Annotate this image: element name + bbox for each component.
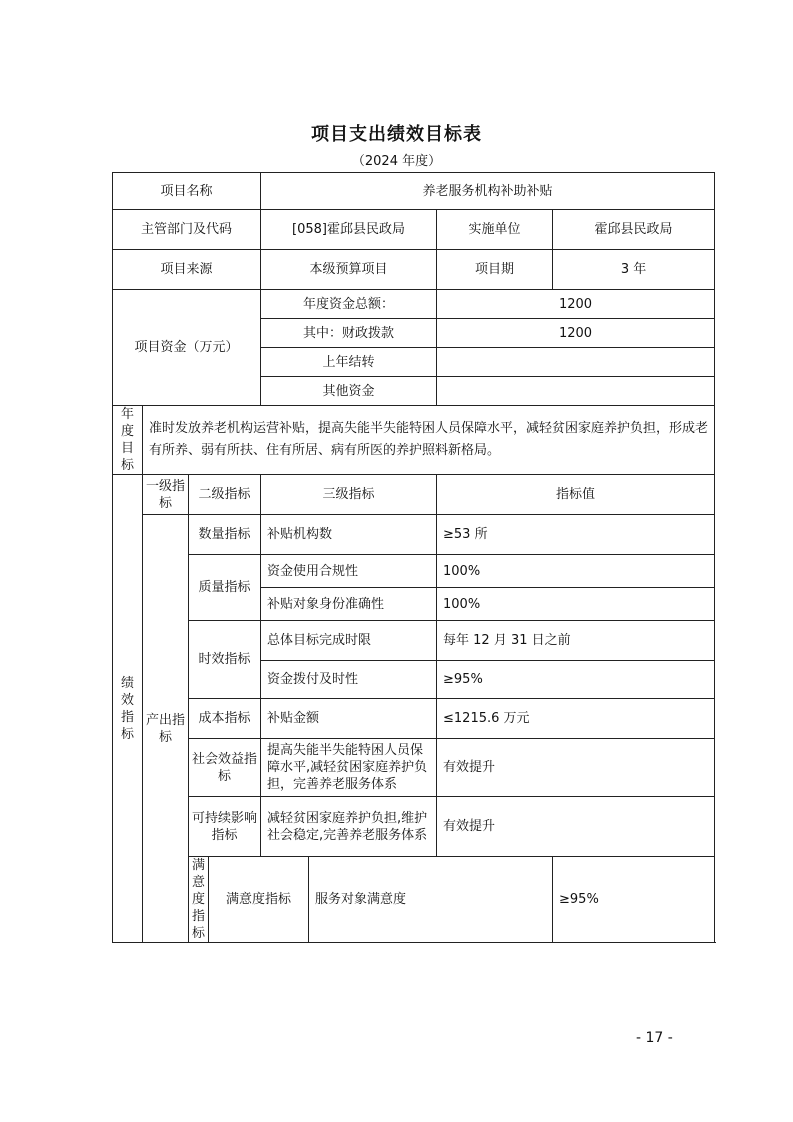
funds-row-label: 年度资金总额： bbox=[261, 290, 437, 319]
annual-goal-row bbox=[113, 406, 715, 475]
timeliness-indicator-label: 时效指标 bbox=[189, 621, 261, 699]
indicator-value: 每年 12 月 31 日之前 bbox=[437, 621, 715, 661]
funds-row bbox=[113, 290, 715, 319]
indicator-row bbox=[113, 699, 715, 739]
indicator-value: 有效提升 bbox=[437, 739, 715, 797]
indicator-name: 资金使用合规性 bbox=[261, 555, 437, 588]
department-value: [058]霍邱县民政局 bbox=[261, 210, 437, 250]
indicator-name: 资金拨付及时性 bbox=[261, 661, 437, 699]
quality-indicator-label: 质量指标 bbox=[189, 555, 261, 621]
level1-header: 一级指标 bbox=[143, 475, 189, 515]
funds-row-value: 1200 bbox=[437, 290, 715, 319]
funds-row-value bbox=[437, 348, 715, 377]
department-label: 主管部门及代码 bbox=[113, 210, 261, 250]
quantity-indicator-label: 数量指标 bbox=[189, 515, 261, 555]
source-value: 本级预算项目 bbox=[261, 250, 437, 290]
period-label: 项目期 bbox=[437, 250, 553, 290]
indicator-value: ≤1215.6 万元 bbox=[437, 699, 715, 739]
indicator-value: ≥53 所 bbox=[437, 515, 715, 555]
indicator-value: ≥95% bbox=[553, 857, 715, 943]
indicator-name: 提高失能半失能特困人员保障水平,减轻贫困家庭养护负担，完善养老服务体系 bbox=[261, 739, 437, 797]
indicator-row bbox=[113, 555, 715, 588]
sustainable-impact-indicator-label: 可持续影响指标 bbox=[189, 797, 261, 857]
indicator-name: 补贴对象身份准确性 bbox=[261, 588, 437, 621]
funds-label: 项目资金（万元） bbox=[113, 290, 261, 406]
value-header: 指标值 bbox=[437, 475, 715, 515]
performance-target-table bbox=[112, 172, 715, 943]
document-subtitle: （2024 年度） bbox=[351, 154, 442, 169]
indicator-name: 总体目标完成时限 bbox=[261, 621, 437, 661]
funds-row-label: 其他资金 bbox=[261, 377, 437, 406]
satisfaction-indicator-label: 满意度指标 bbox=[189, 857, 209, 943]
funds-row-label: 其中：财政拨款 bbox=[261, 319, 437, 348]
cost-indicator-label: 成本指标 bbox=[189, 699, 261, 739]
indicator-name: 补贴机构数 bbox=[261, 515, 437, 555]
performance-indicators-label: 绩效指标 bbox=[113, 475, 143, 943]
indicator-header-row bbox=[113, 475, 715, 515]
indicator-row bbox=[113, 621, 715, 661]
funds-row-value: 1200 bbox=[437, 319, 715, 348]
indicator-name: 减轻贫困家庭养护负担,维护社会稳定,完善养老服务体系 bbox=[261, 797, 437, 857]
annual-goal-label: 年度目标 bbox=[113, 406, 143, 475]
project-name-row bbox=[113, 173, 715, 210]
satisfaction-sub-indicator-label: 满意度指标 bbox=[209, 857, 309, 943]
indicator-row bbox=[113, 515, 715, 555]
implementing-unit-label: 实施单位 bbox=[437, 210, 553, 250]
level2-header: 二级指标 bbox=[189, 475, 261, 515]
document-title: 项目支出绩效目标表 bbox=[311, 124, 482, 145]
indicator-value: 100% bbox=[437, 588, 715, 621]
indicator-value: ≥95% bbox=[437, 661, 715, 699]
output-indicator-label: 产出指标 bbox=[143, 515, 189, 943]
level3-header: 三级指标 bbox=[261, 475, 437, 515]
funds-row-value bbox=[437, 377, 715, 406]
implementing-unit-value: 霍邱县民政局 bbox=[553, 210, 715, 250]
project-name-value: 养老服务机构补助补贴 bbox=[261, 173, 715, 210]
social-benefit-indicator-label: 社会效益指标 bbox=[189, 739, 261, 797]
annual-goal-text: 准时发放养老机构运营补贴，提高失能半失能特困人员保障水平，减轻贫困家庭养护负担，形成老有所养、弱有所扶、住有所居、病有所医的养护照料新格局。 bbox=[143, 406, 715, 475]
indicator-row bbox=[113, 857, 715, 943]
period-value: 3 年 bbox=[553, 250, 715, 290]
indicator-name: 补贴金额 bbox=[261, 699, 437, 739]
indicator-value: 100% bbox=[437, 555, 715, 588]
indicator-name: 服务对象满意度 bbox=[309, 857, 553, 943]
project-name-label: 项目名称 bbox=[113, 173, 261, 210]
source-label: 项目来源 bbox=[113, 250, 261, 290]
funds-row-label: 上年结转 bbox=[261, 348, 437, 377]
indicator-row bbox=[113, 797, 715, 857]
indicator-value: 有效提升 bbox=[437, 797, 715, 857]
indicator-row bbox=[113, 739, 715, 797]
page-number: - 17 - bbox=[636, 1030, 673, 1046]
source-row bbox=[113, 250, 715, 290]
department-row bbox=[113, 210, 715, 250]
